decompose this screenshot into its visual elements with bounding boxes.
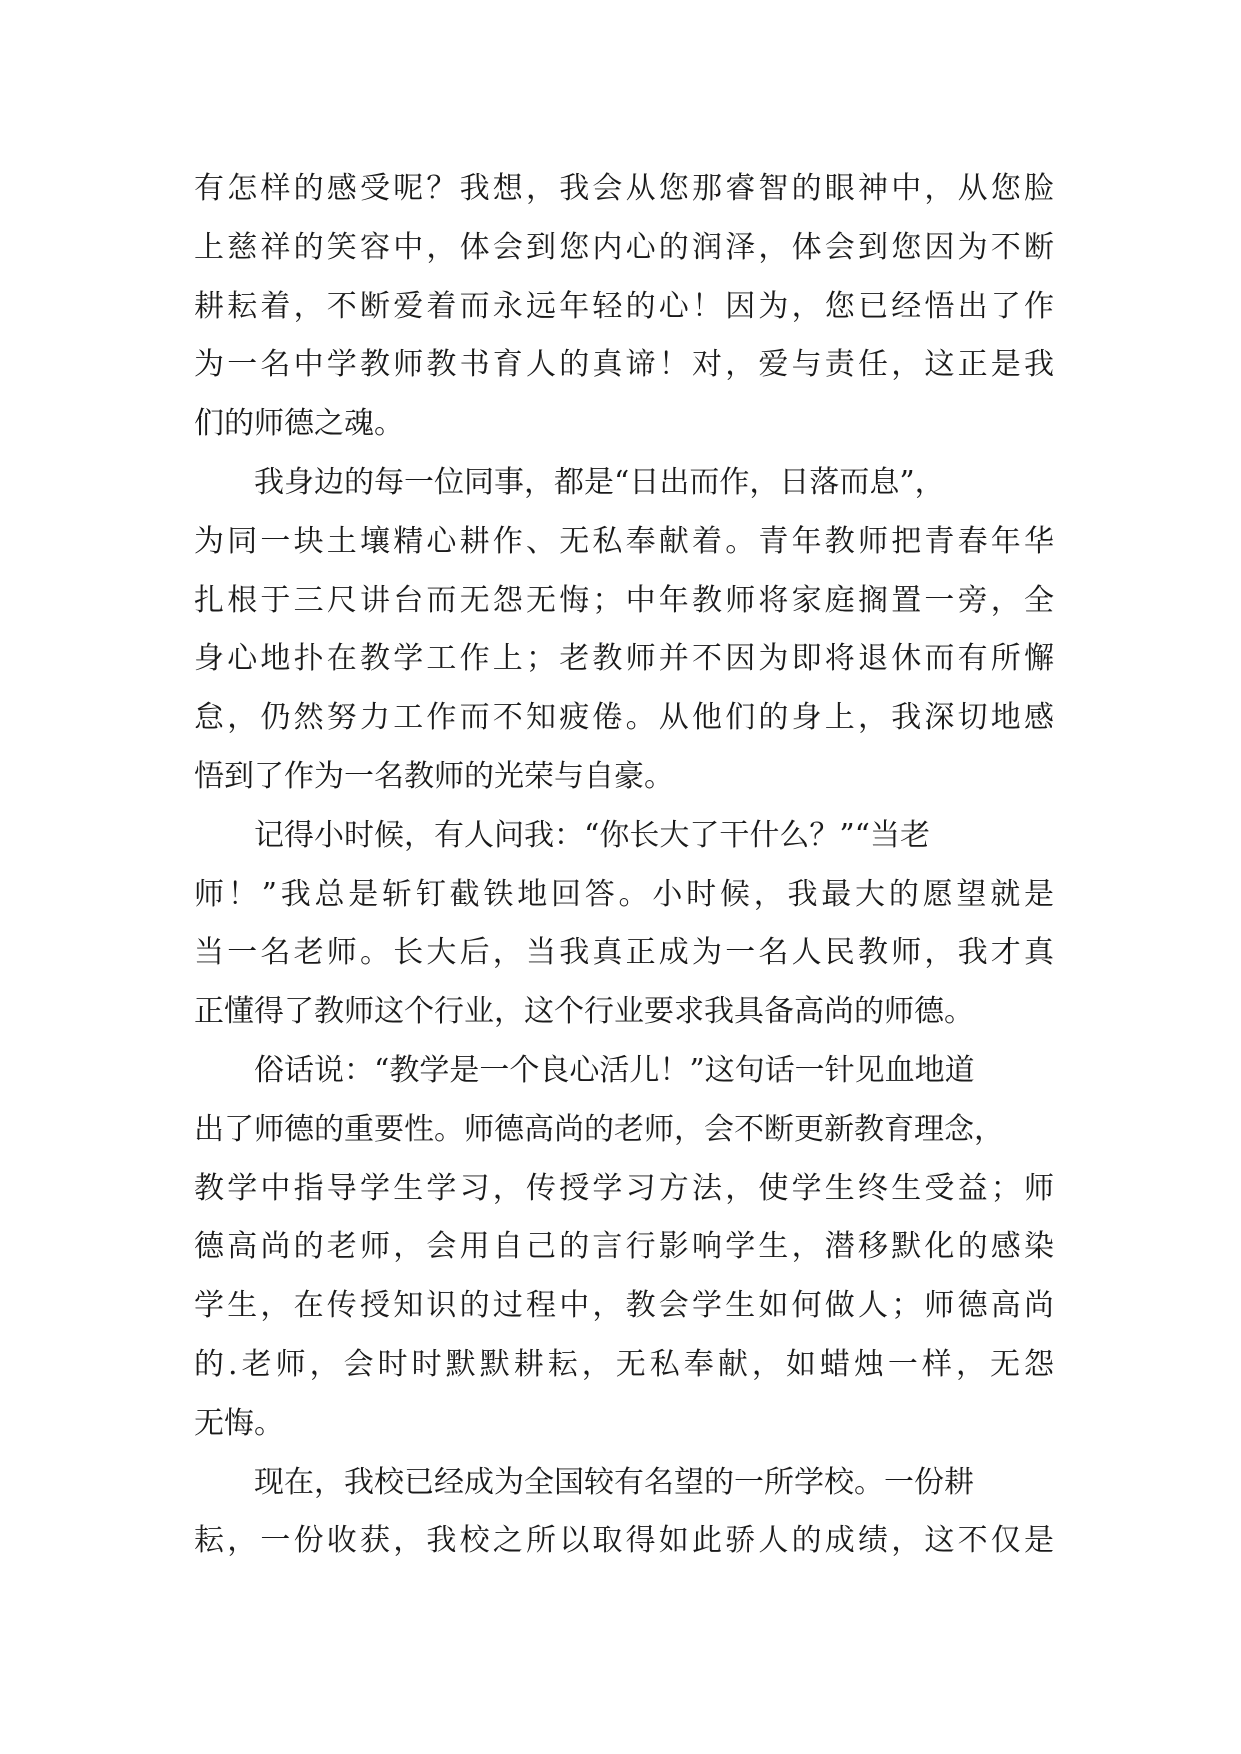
text-line: 耘，一份收获，我校之所以取得如此骄人的成绩，这不仅是	[194, 1523, 1054, 1559]
text-line: 身心地扑在教学工作上；老教师并不因为即将退休而有所懈	[194, 641, 1054, 677]
paragraph-first-line: 我身边的每一位同事，都是“日出而作，日落而息”，	[254, 464, 945, 500]
text-line: 学生，在传授知识的过程中，教会学生如何做人；师德高尚	[194, 1288, 1054, 1324]
text-line: 耕耘着，不断爱着而永远年轻的心！因为，您已经悟出了作	[194, 288, 1054, 324]
text-line: 上慈祥的笑容中，体会到您内心的润泽，体会到您因为不断	[194, 229, 1054, 265]
text-line: 的.老师，会时时默默耕耘，无私奉献，如蜡烛一样，无怨	[194, 1346, 1054, 1382]
text-line: 正懂得了教师这个行业，这个行业要求我具备高尚的师德。	[194, 994, 974, 1030]
text-line: 怠，仍然努力工作而不知疲倦。从他们的身上，我深切地感	[194, 700, 1054, 736]
paragraph-first-line: 俗话说：“教学是一个良心活儿！”这句话一针见血地道	[254, 1052, 975, 1088]
paragraph-first-line: 记得小时候，有人问我：“你长大了干什么？”“当老	[254, 817, 931, 853]
text-line: 师！”我总是斩钉截铁地回答。小时候，我最大的愿望就是	[194, 876, 1054, 912]
text-line: 有怎样的感受呢？我想，我会从您那睿智的眼神中，从您脸	[194, 171, 1054, 206]
paragraph-first-line: 现在，我校已经成为全国较有名望的一所学校。一份耕	[254, 1464, 974, 1500]
text-line: 无悔。	[194, 1405, 284, 1441]
text-line: 德高尚的老师，会用自己的言行影响学生，潜移默化的感染	[194, 1229, 1054, 1265]
body-text	[194, 160, 1054, 1571]
text-line: 为同一块土壤精心耕作、无私奉献着。青年教师把青春年华	[194, 523, 1054, 559]
text-line: 悟到了作为一名教师的光荣与自豪。	[194, 758, 674, 794]
text-line: 当一名老师。长大后，当我真正成为一名人民教师，我才真	[194, 935, 1054, 971]
text-line: 扎根于三尺讲台而无怨无悔；中年教师将家庭搁置一旁，全	[194, 582, 1054, 618]
text-line: 们的师德之魂。	[194, 406, 404, 442]
text-line: 为一名中学教师教书育人的真谛！对，爱与责任，这正是我	[194, 347, 1054, 383]
text-line: 教学中指导学生学习，传授学习方法，使学生终生受益；师	[194, 1170, 1054, 1206]
text-line: 出了师德的重要性。师德高尚的老师，会不断更新教育理念，	[194, 1111, 1004, 1147]
